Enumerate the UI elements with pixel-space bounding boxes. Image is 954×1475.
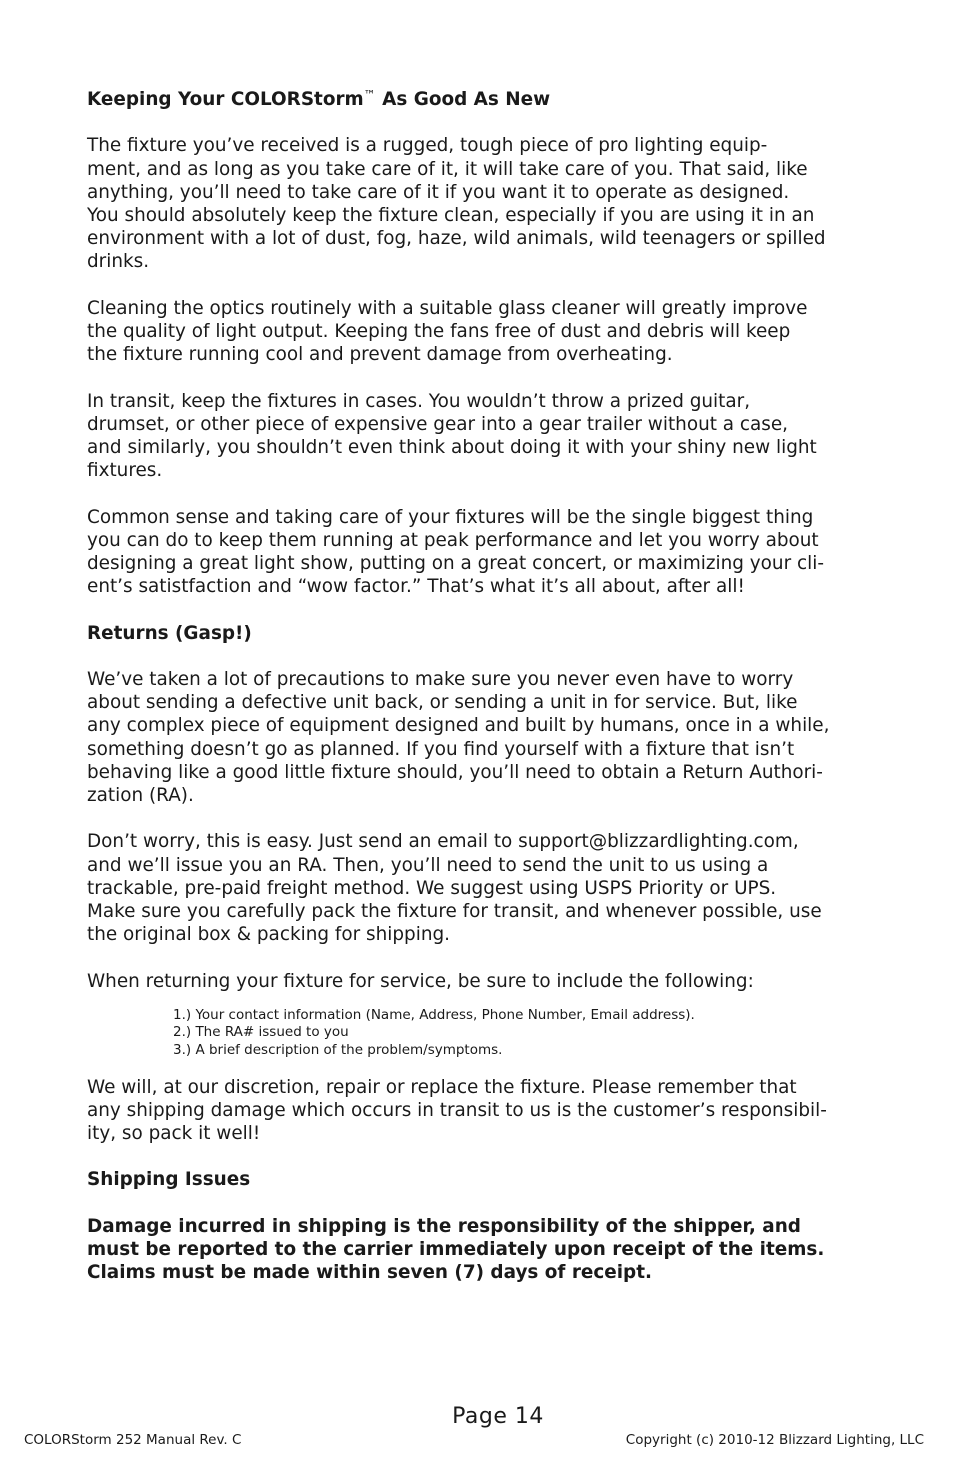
page-number: Page 14 [452, 1404, 544, 1429]
manual-page-content [87, 84, 877, 1284]
list-item: 2.) The RA# issued to you [173, 1024, 349, 1041]
paragraph-keeping-1: The fixture you’ve received is a rugged, tough piece of pro lighting equip- ment, and as long as you take care of it, it will take care of you. That said, like anything, you’ll need to take care of it if you want it to operate as designed. You should absolutely keep the fixture clean, especially if you are using it in an environment with a lot of dust, fog, haze, wild animals, wild teenagers or spilled drinks. [87, 135, 826, 273]
paragraph-keeping-2: Cleaning the optics routinely with a suitable glass cleaner will greatly improve the quality of light output. Keeping the fans free of dust and debris will keep the fixture running cool and prevent damage from overheating. [87, 297, 808, 366]
section-title-shipping: Shipping Issues [87, 1169, 251, 1191]
footer-manual-title: COLORStorm 252 Manual Rev. C [24, 1432, 242, 1448]
paragraph-shipping-1: Damage incurred in shipping is the responsibility of the shipper, and must be reported to the carrier immediately upon receipt of the items. Claims must be made within seven (7) days of receipt. [87, 1215, 825, 1284]
paragraph-returns-3: When returning your fixture for service, be sure to include the following: [87, 970, 754, 992]
title-text-end: As Good As New [375, 89, 551, 110]
paragraph-returns-4: We will, at our discretion, repair or replace the fixture. Please remember that any shipping damage which occurs in transit to us is the customer’s responsibil- ity, so pack it well! [87, 1076, 827, 1144]
section-title-keeping [87, 84, 877, 111]
footer-copyright: Copyright (c) 2010-12 Blizzard Lighting, LLC [625, 1432, 924, 1448]
paragraph-returns-2: Don’t worry, this is easy. Just send an email to support@blizzardlighting.com, and we’ll issue you an RA. Then, you’ll need to send the unit to us using a trackable, pre-paid freight method. We suggest using USPS Priority or UPS. Make sure you carefully pack the fixture for transit, and whenever possible, use the original box & packing for shipping. [87, 831, 822, 946]
list-item: 1.) Your contact information (Name, Address, Phone Number, Email address). [173, 1006, 695, 1023]
list-item: 3.) A brief description of the problem/symptoms. [173, 1041, 503, 1058]
paragraph-keeping-4: Common sense and taking care of your fixtures will be the single biggest thing you can do to keep them running at peak performance and let you worry about designing a great light show, putting on a great concert, or maximizing your cli- ent’s satistfaction and “wow factor.” That’s what it’s all about, after all! [87, 506, 824, 598]
paragraph-keeping-3: In transit, keep the fixtures in cases. You wouldn’t throw a prized guitar, drumset, or other piece of expensive gear into a gear trailer without a case, and similarly, you shouldn’t even think about doing it with your shiny new light fixtures. [87, 390, 817, 482]
section-title-returns: Returns (Gasp!) [87, 622, 252, 644]
paragraph-returns-1: We’ve taken a lot of precautions to make sure you never even have to worry about sending a defective unit back, or sending a unit in for service. But, like any complex piece of equipment designed and built by humans, once in a while, something doesn’t go as planned. If you find yourself with a fixture that isn’t behaving like a good little fixture should, you’ll need to obtain a Return Authori- zation (RA). [87, 668, 830, 806]
trademark-symbol: ™ [363, 88, 376, 102]
return-checklist [87, 1007, 877, 1060]
title-text: Keeping Your COLORStorm [87, 89, 364, 110]
